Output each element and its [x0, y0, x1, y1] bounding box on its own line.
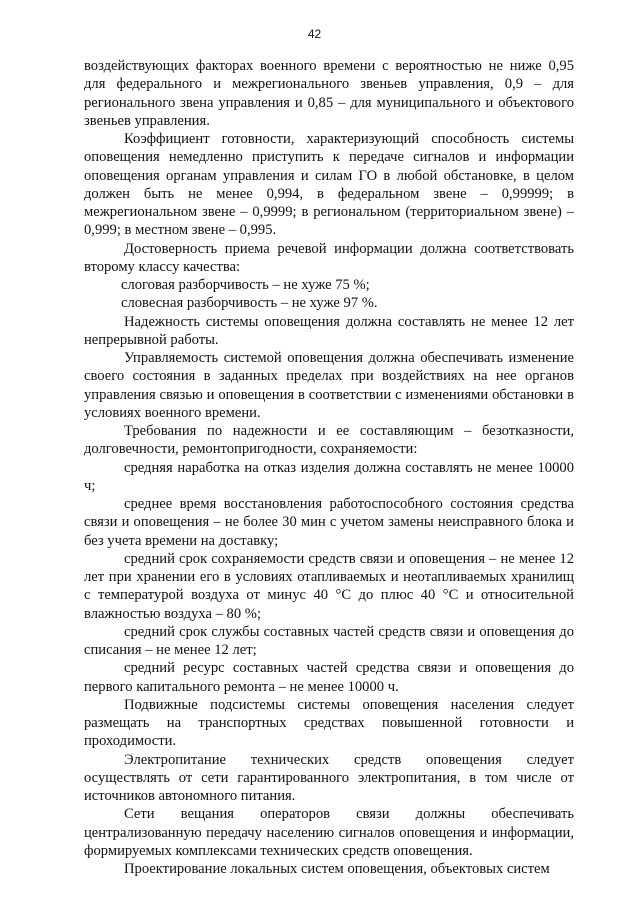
paragraph: Подвижные подсистемы системы оповещения населения следует размещать на транспортных средствах повышенной готовности и проходимости. [84, 696, 574, 750]
paragraph: Коэффициент готовности, характеризующий способность системы оповещения немедленно приступить к передаче сигналов и информации оповещения органам управления и силам ГО в любой обстановке, в целом должен быть не менее 0,994, в федеральном звене – 0,99999; в межрегиональном звене – 0,9999; в региональном (территориальном звене) – 0,999; в местном звене – 0,995. [84, 131, 574, 239]
page-number: 42 [307, 27, 322, 41]
paragraph: средний срок сохраняемости средств связи и оповещения – не менее 12 лет при хранении его в условиях отапливаемых и неотапливаемых хранилищ с температурой воздуха от минус 40 °С до плюс 40 °С и относительной влажностью воздуха – 80 %; [84, 550, 574, 622]
paragraph: Управляемость системой оповещения должна обеспечивать изменение своего состояния в заданных пределах при воздействиях на нее органов управления связью и оповещения в соответствии с изменениями обстановки в условиях военного времени. [84, 350, 574, 421]
paragraph: словесная разборчивость – не хуже 97 %. [121, 295, 378, 312]
paragraph: Достоверность приема речевой информации должна соответствовать второму классу качества: [84, 240, 574, 275]
paragraph: слоговая разборчивость – не хуже 75 %; [121, 277, 370, 293]
document-body [84, 57, 574, 878]
paragraph: средний ресурс составных частей средства связи и оповещения до первого капитального ремонта – не менее 10000 ч. [84, 660, 574, 695]
paragraph: Электропитание технических средств оповещения следует осуществлять от сети гарантированного электропитания, в том числе от источников автономного питания. [84, 751, 574, 804]
paragraph: Проектирование локальных систем оповещения, объектовых систем [124, 861, 550, 877]
paragraph: Надежность системы оповещения должна составлять не менее 12 лет непрерывной работы. [84, 313, 574, 348]
paragraph: средний срок службы составных частей средств связи и оповещения до списания – не менее 12 лет; [84, 623, 574, 658]
paragraph: Требования по надежности и ее составляющим – безотказности, долговечности, ремонтопригодности, сохраняемости: [84, 423, 574, 458]
paragraph: Сети вещания операторов связи должны обеспечивать централизованную передачу населению сигналов оповещения и информации, формируемых комплексами технических средств оповещения. [84, 806, 574, 859]
paragraph: среднее время восстановления работоспособного состояния средства связи и оповещения – не более 30 мин с учетом замены неисправного блока и без учета времени на доставку; [84, 496, 574, 549]
paragraph: средняя наработка на отказ изделия должна составлять не менее 10000 ч; [84, 459, 574, 494]
paragraph: воздействующих факторах военного времени с вероятностью не ниже 0,95 для федерального и межрегионального звеньев управления, 0,9 – для регионального звена управления и 0,85 – для муниципального и объектового звеньев управления. [84, 58, 574, 129]
